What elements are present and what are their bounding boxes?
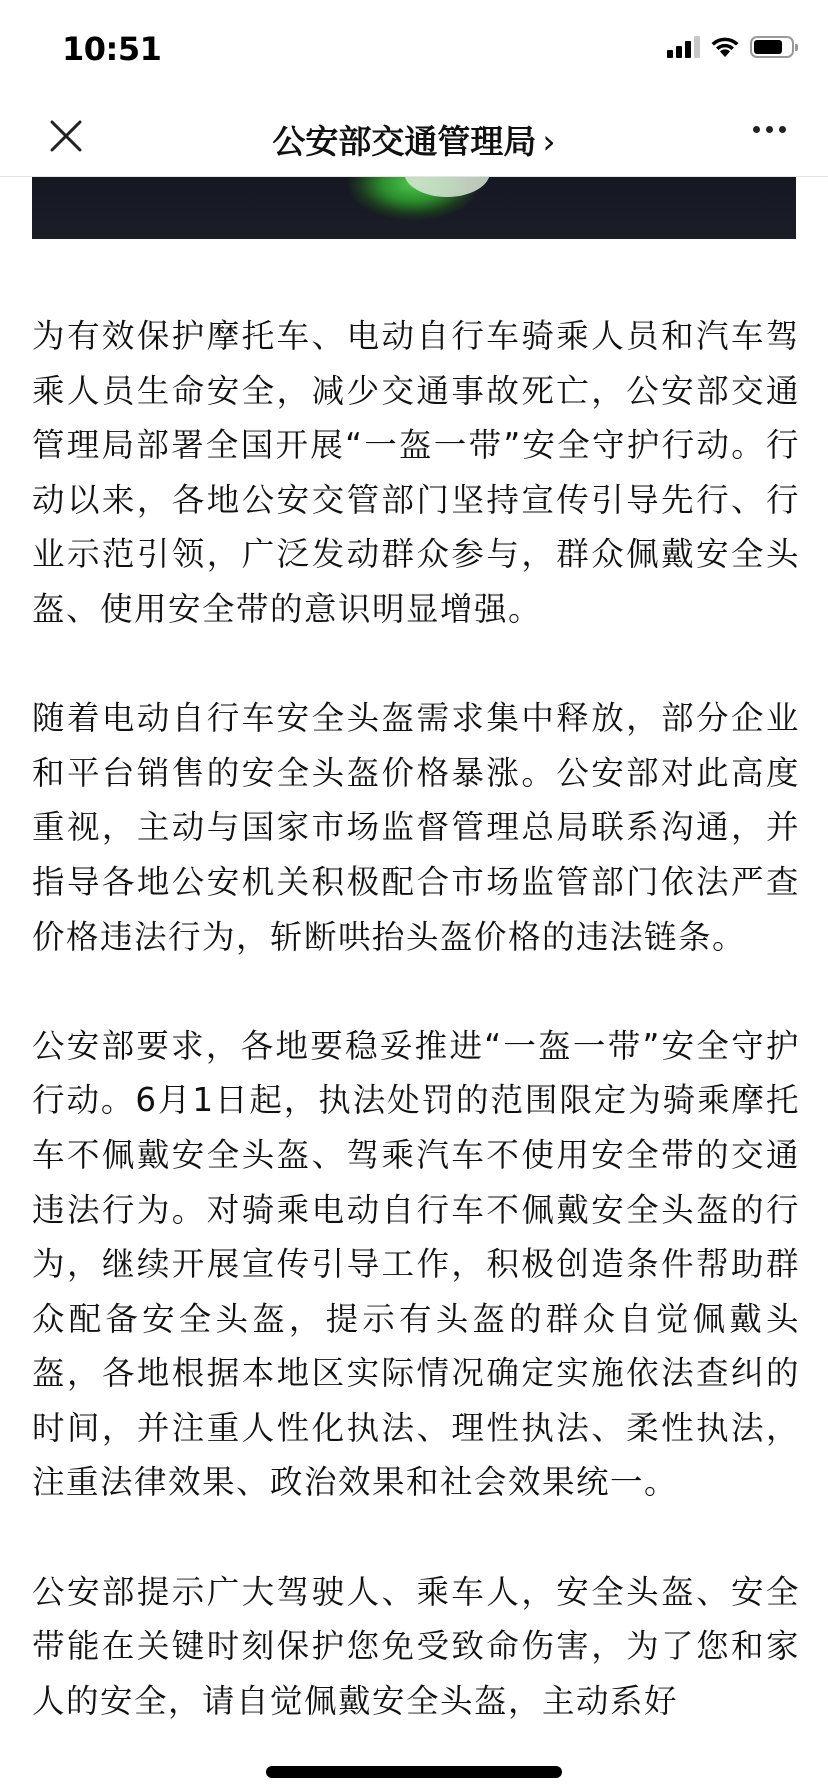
helmet-graphic: [404, 177, 490, 197]
cellular-signal-icon: [667, 36, 700, 58]
article-paragraph: 随着电动自行车安全头盔需求集中释放，部分企业和平台销售的安全头盔价格暴涨。公安部对此高度重视，主动与国家市场监督管理总局联系沟通，并指导各地公安机关积极配合市场监管部门依法严查价格违法行为，斩断哄抬头盔价格的违法链条。: [32, 699, 800, 956]
status-icons: [667, 36, 794, 58]
more-dot-icon: [779, 126, 786, 133]
status-time: 10:51: [62, 30, 162, 68]
more-button[interactable]: [753, 126, 786, 133]
hero-image: [32, 177, 796, 239]
more-dot-icon: [753, 126, 760, 133]
article-paragraph: 为有效保护摩托车、电动自行车骑乘人员和汽车驾乘人员生命安全，减少交通事故死亡，公安部交通管理局部署全国开展“一盔一带”安全守护行动。行动以来，各地公安交管部门坚持宣传引导先行、行业示范引领，广泛发动群众参与，群众佩戴安全头盔、使用安全带的意识明显增强。: [32, 317, 800, 628]
wifi-icon: [710, 36, 740, 58]
status-bar: [0, 0, 828, 96]
page-title: 公安部交通管理局: [272, 122, 537, 161]
article-paragraph: 公安部要求，各地要稳妥推进“一盔一带”安全守护行动。6月1日起，执法处罚的范围限定为骑乘摩托车不佩戴安全头盔、驾乘汽车不使用安全带的交通违法行为。对骑乘电动自行车不佩戴安全头盔的行为，继续开展宣传引导工作，积极创造条件帮助群众配备安全头盔，提示有头盔的群众自觉佩戴头盔，各地根据本地区实际情况确定实施依法查纠的时间，并注重人性化执法、理性执法、柔性执法，注重法律效果、政治效果和社会效果统一。: [32, 1026, 800, 1502]
more-dot-icon: [766, 126, 773, 133]
chevron-right-icon: ›: [542, 122, 556, 161]
nav-bar: [0, 96, 828, 177]
article-body: [32, 309, 800, 1783]
account-title-link[interactable]: [0, 116, 828, 163]
home-indicator[interactable]: [266, 1766, 562, 1778]
battery-icon: [750, 36, 794, 58]
article-paragraph: 公安部提示广大驾驶人、乘车人，安全头盔、安全带能在关键时刻保护您免受致命伤害，为了您和家人的安全，请自觉佩戴安全头盔，主动系好: [32, 1572, 800, 1720]
